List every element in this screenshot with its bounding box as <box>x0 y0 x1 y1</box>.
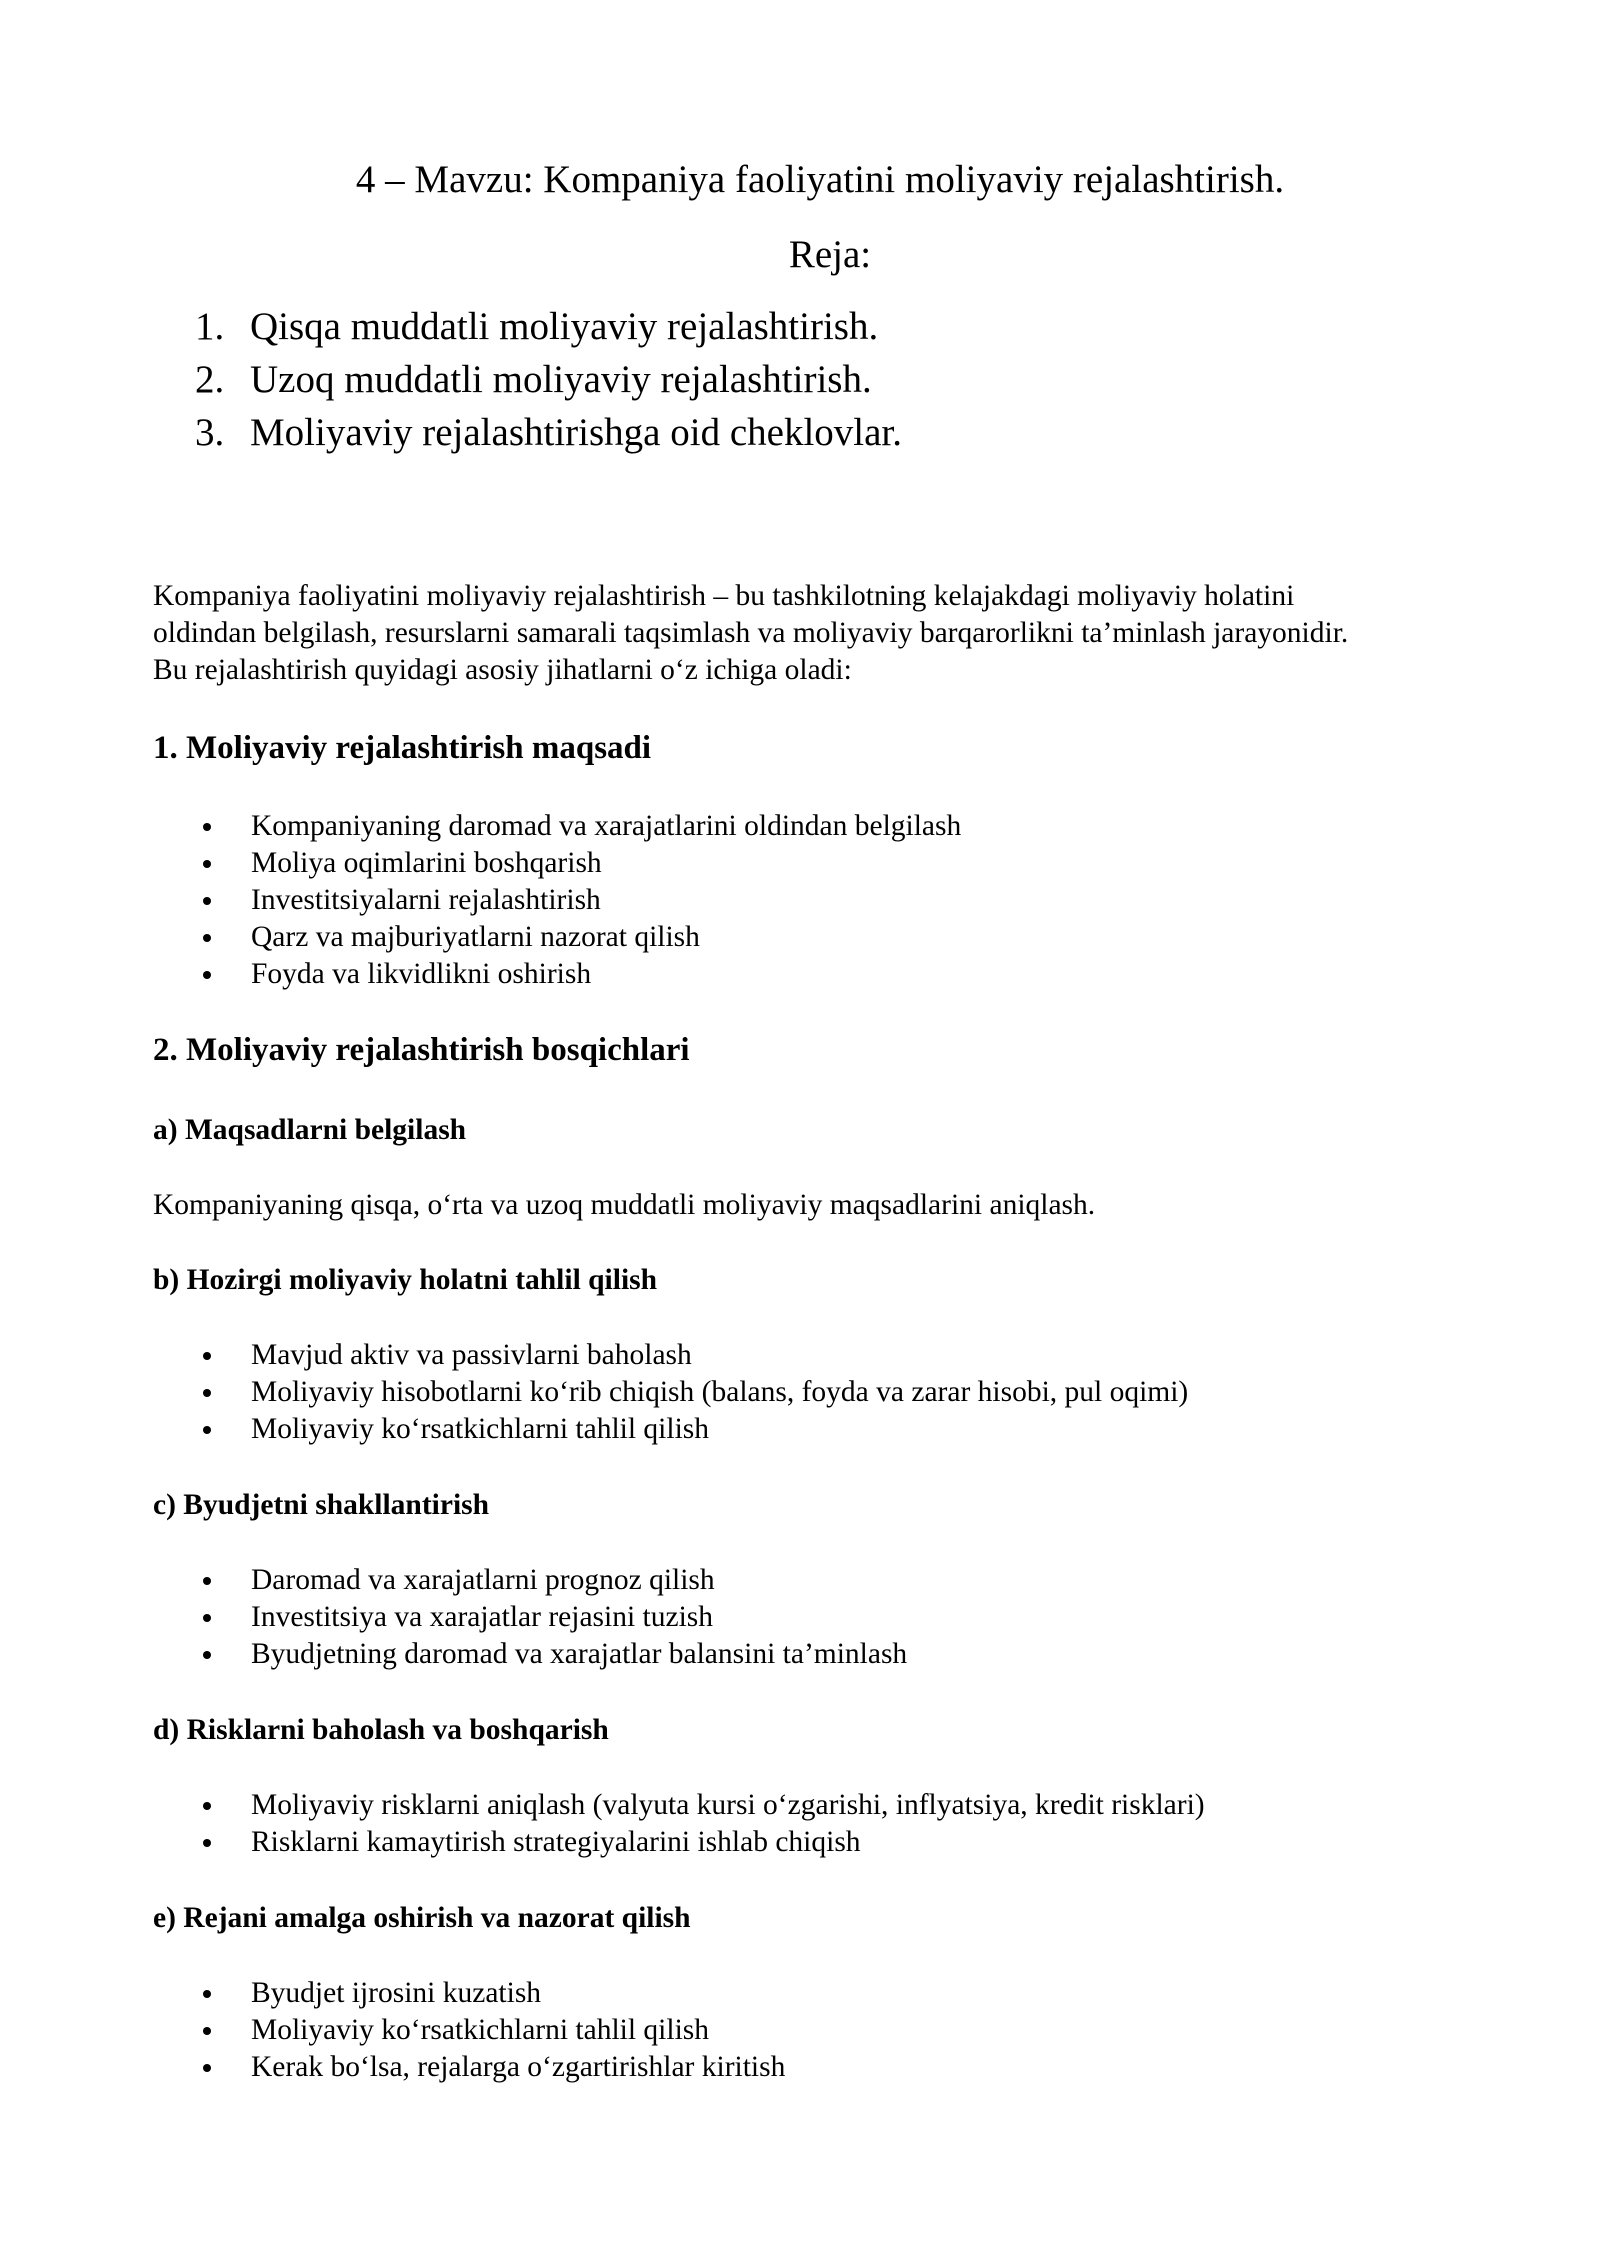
section-1-list <box>153 808 1473 993</box>
list-item-text: Byudjetning daromad va xarajatlar balansini ta’minlash <box>251 1638 908 1670</box>
subsection-heading: a) Maqsadlarni belgilash <box>153 1114 467 1146</box>
list-item <box>153 1599 1473 1636</box>
list-item <box>153 845 1473 882</box>
subsection-e-list <box>153 1975 1473 2086</box>
list-item-text: Moliyaviy ko‘rsatkichlarni tahlil qilish <box>251 1413 709 1445</box>
plan-item <box>195 300 902 353</box>
plan-heading: Reja: <box>788 233 872 276</box>
subsection-b-list <box>153 1337 1473 1448</box>
list-item <box>153 1636 1473 1673</box>
list-item-text: Moliyaviy hisobotlarni ko‘rib chiqish (balans, foyda va zarar hisobi, pul oqimi) <box>251 1376 1189 1408</box>
subsection-d <box>153 1712 1473 1749</box>
bullet-icon <box>203 971 211 979</box>
bullet-icon <box>203 2064 211 2072</box>
subsection-b <box>153 1262 1473 1299</box>
intro-line: oldindan belgilash, resurslarni samarali taqsimlash va moliyaviy barqarorlikni ta’minlash jarayonidir. <box>153 617 1349 649</box>
bullet-icon <box>203 1577 211 1585</box>
list-item <box>153 2012 1473 2049</box>
subsection-c <box>153 1487 1473 1524</box>
bullet-icon <box>203 860 211 868</box>
list-item <box>153 1824 1473 1861</box>
paragraph: Kompaniyaning qisqa, o‘rta va uzoq muddatli moliyaviy maqsadlarini aniqlash. <box>153 1189 1096 1221</box>
list-item-text: Daromad va xarajatlarni prognoz qilish <box>251 1564 715 1596</box>
bullet-icon <box>203 1839 211 1847</box>
list-item-text: Kompaniyaning daromad va xarajatlarini oldindan belgilash <box>251 810 962 842</box>
bullet-icon <box>203 1990 211 1998</box>
subsection-a-text <box>153 1187 1473 1224</box>
bullet-icon <box>203 2027 211 2035</box>
list-item-text: Mavjud aktiv va passivlarni baholash <box>251 1339 692 1371</box>
list-item-text: Investitsiyalarni rejalashtirish <box>251 884 601 916</box>
plan-item-text: Qisqa muddatli moliyaviy rejalashtirish. <box>250 305 879 348</box>
bullet-icon <box>203 934 211 942</box>
list-item <box>153 808 1473 845</box>
subsection-heading: d) Risklarni baholash va boshqarish <box>153 1714 609 1746</box>
bullet-icon <box>203 1389 211 1397</box>
list-item-text: Byudjet ijrosini kuzatish <box>251 1977 542 2009</box>
list-item-text: Foyda va likvidlikni oshirish <box>251 958 592 990</box>
plan-list <box>195 300 902 459</box>
section-heading: 2. Moliyaviy rejalashtirish bosqichlari <box>153 1032 690 1068</box>
list-item-text: Risklarni kamaytirish strategiyalarini ishlab chiqish <box>251 1826 861 1858</box>
subsection-d-list <box>153 1787 1473 1861</box>
list-item-text: Moliyaviy ko‘rsatkichlarni tahlil qilish <box>251 2014 709 2046</box>
list-item <box>153 882 1473 919</box>
list-item <box>153 1374 1473 1411</box>
bullet-icon <box>203 1614 211 1622</box>
list-item-text: Investitsiya va xarajatlar rejasini tuzish <box>251 1601 714 1633</box>
list-item <box>153 1337 1473 1374</box>
subsection-a <box>153 1112 1473 1149</box>
intro-paragraph <box>153 578 1473 689</box>
list-item <box>153 1411 1473 1448</box>
plan-item <box>195 406 902 459</box>
bullet-icon <box>203 1802 211 1810</box>
list-item-text: Moliyaviy risklarni aniqlash (valyuta kursi o‘zgarishi, inflyatsiya, kredit risklari) <box>251 1789 1205 1821</box>
list-item <box>153 2049 1473 2086</box>
bullet-icon <box>203 1426 211 1434</box>
section-heading: 1. Moliyaviy rejalashtirish maqsadi <box>153 730 652 766</box>
list-item <box>153 1562 1473 1599</box>
plan-item-number: 2. <box>195 358 225 401</box>
plan-item-text: Moliyaviy rejalashtirishga oid cheklovlar. <box>250 411 903 454</box>
bullet-icon <box>203 897 211 905</box>
plan-item-text: Uzoq muddatli moliyaviy rejalashtirish. <box>250 358 872 401</box>
list-item <box>153 956 1473 993</box>
subsection-heading: c) Byudjetni shakllantirish <box>153 1489 490 1521</box>
list-item-text: Qarz va majburiyatlarni nazorat qilish <box>251 921 700 953</box>
section-1 <box>153 728 1473 768</box>
subsection-c-list <box>153 1562 1473 1673</box>
list-item-text: Moliya oqimlarini boshqarish <box>251 847 602 879</box>
bullet-icon <box>203 1352 211 1360</box>
plan-item-number: 1. <box>195 305 225 348</box>
plan-item <box>195 353 902 406</box>
section-2 <box>153 1030 1473 1070</box>
plan-item-number: 3. <box>195 411 225 454</box>
list-item <box>153 919 1473 956</box>
intro-line: Kompaniya faoliyatini moliyaviy rejalashtirish – bu tashkilotning kelajakdagi moliyaviy holatini <box>153 580 1295 612</box>
subsection-heading: b) Hozirgi moliyaviy holatni tahlil qilish <box>153 1264 658 1296</box>
bullet-icon <box>203 1651 211 1659</box>
subsection-heading: e) Rejani amalga oshirish va nazorat qilish <box>153 1902 691 1934</box>
bullet-icon <box>203 823 211 831</box>
page-title: 4 – Mavzu: Kompaniya faoliyatini moliyaviy rejalashtirish. <box>355 158 1285 201</box>
intro-line: Bu rejalashtirish quyidagi asosiy jihatlarni o‘z ichiga oladi: <box>153 654 852 686</box>
list-item <box>153 1975 1473 2012</box>
list-item <box>153 1787 1473 1824</box>
list-item-text: Kerak bo‘lsa, rejalarga o‘zgartirishlar kiritish <box>251 2051 786 2083</box>
subsection-e <box>153 1900 1473 1937</box>
